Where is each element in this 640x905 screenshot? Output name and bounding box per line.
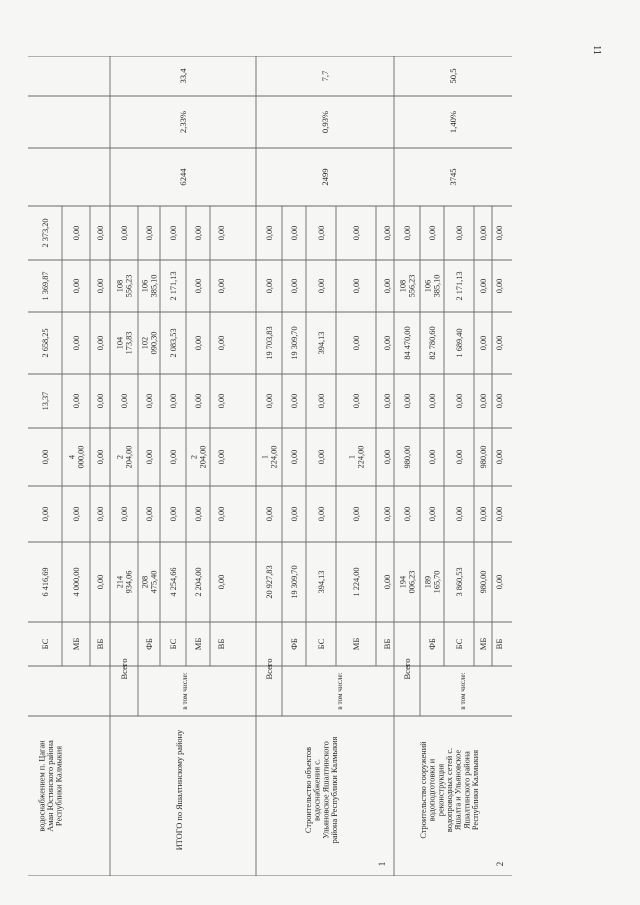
value-cell: 3 860,53: [454, 567, 464, 597]
value-cell: 0,00: [95, 449, 105, 465]
value-cell: 0,00: [144, 449, 154, 465]
value-cell: 0,00: [71, 225, 81, 241]
value-cell: 0,00: [402, 506, 412, 522]
total-label: Всего: [264, 658, 274, 680]
value-cell: 0,00: [264, 393, 274, 409]
extra-value: 2499: [320, 168, 330, 186]
value-cell: 6 416,69: [40, 567, 50, 597]
value-cell: 0,00: [289, 278, 299, 294]
value-cell: 108556,23: [398, 274, 416, 298]
value-cell: 0,00: [427, 393, 437, 409]
value-cell: 0,00: [71, 506, 81, 522]
value-cell: 0,00: [454, 225, 464, 241]
value-cell: 0,00: [144, 506, 154, 522]
value-cell: 0,00: [478, 225, 488, 241]
extra-value: 7,7: [320, 70, 330, 82]
value-cell: 0,00: [119, 225, 129, 241]
value-cell: 106385,10: [423, 274, 441, 298]
value-cell: 84 470,00: [402, 326, 412, 360]
value-cell: 0,00: [351, 335, 361, 351]
block-number: 2: [495, 861, 505, 867]
value-cell: 0,00: [216, 393, 226, 409]
value-cell: 0,00: [216, 449, 226, 465]
fund-label-МБ: МБ: [71, 637, 81, 651]
value-cell: 208475,40: [140, 570, 158, 594]
fund-label-МБ: МБ: [478, 637, 488, 651]
value-cell: 0,00: [95, 506, 105, 522]
value-cell: 980,00: [478, 445, 488, 469]
fund-label-БС: БС: [168, 638, 178, 650]
sub-label: в том числе:: [336, 672, 344, 710]
value-cell: 0,00: [95, 574, 105, 590]
value-cell: 1 224,00: [351, 567, 361, 597]
table-wrapper: [28, 56, 512, 876]
value-cell: 0,00: [71, 278, 81, 294]
value-cell: 980,00: [402, 445, 412, 469]
value-cell: 106385,10: [140, 274, 158, 298]
value-cell: 0,00: [40, 449, 50, 465]
value-cell: 0,00: [427, 225, 437, 241]
value-cell: 0,00: [119, 506, 129, 522]
value-cell: 0,00: [478, 393, 488, 409]
extra-value: 0,93%: [320, 110, 330, 134]
value-cell: 0,00: [316, 393, 326, 409]
fund-label-ВБ: ВБ: [95, 638, 105, 650]
value-cell: 0,00: [351, 393, 361, 409]
value-cell: 0,00: [351, 225, 361, 241]
value-cell: 0,00: [454, 506, 464, 522]
value-cell: 108556,23: [115, 274, 133, 298]
page-number: 11: [591, 45, 602, 55]
value-cell: 0,00: [264, 506, 274, 522]
fund-label-МБ: МБ: [351, 637, 361, 651]
extra-value: 3745: [448, 168, 458, 186]
value-cell: 19 703,83: [264, 326, 274, 360]
extra-value: 6244: [178, 168, 188, 186]
top-block-name: водоснабжением п. ЦаганАман Юстинского районаРеспублики Калмыкия: [36, 740, 64, 832]
value-cell: 0,00: [382, 574, 392, 590]
value-cell: 394,13: [316, 570, 326, 594]
table-cells: [37, 68, 505, 866]
value-cell: 0,00: [289, 449, 299, 465]
value-cell: 0,00: [494, 393, 504, 409]
value-cell: 0,00: [168, 506, 178, 522]
value-cell: 0,00: [193, 278, 203, 294]
value-cell: 2 083,53: [168, 328, 178, 358]
value-cell: 0,00: [144, 225, 154, 241]
block-name: Строительство сооруженийводоподготовки иреконструкцияводопроводных сетей с.Яшалта и УльяновскоеЯшалтинского районаРеспублики Калмыкия: [418, 741, 480, 839]
value-cell: 0,00: [427, 506, 437, 522]
fund-label-ВБ: ВБ: [494, 638, 504, 650]
sub-label: в том числе:: [459, 672, 467, 710]
value-cell: 0,00: [316, 278, 326, 294]
value-cell: 0,00: [382, 335, 392, 351]
value-cell: 0,00: [478, 278, 488, 294]
fund-label-ВБ: ВБ: [216, 638, 226, 650]
block-name: Строительство объектовводоснабжения с.Ульяновское Яшалтинскогорайона Республики Калмыкия: [303, 736, 339, 844]
value-cell: 2204,00: [189, 445, 207, 469]
value-cell: 189165,70: [423, 570, 441, 594]
value-cell: 0,00: [402, 393, 412, 409]
value-cell: 0,00: [427, 449, 437, 465]
value-cell: 0,00: [168, 449, 178, 465]
value-cell: 0,00: [316, 225, 326, 241]
value-cell: 0,00: [216, 335, 226, 351]
value-cell: 0,00: [382, 278, 392, 294]
value-cell: 0,00: [494, 449, 504, 465]
value-cell: 2 658,25: [40, 328, 50, 358]
value-cell: 13,37: [40, 391, 50, 411]
value-cell: 19 309,70: [289, 326, 299, 360]
value-cell: 0,00: [494, 574, 504, 590]
value-cell: 0,00: [216, 506, 226, 522]
value-cell: 0,00: [316, 449, 326, 465]
fund-label-ВБ: ВБ: [382, 638, 392, 650]
fund-label-ФБ: ФБ: [144, 638, 154, 650]
block-number: 1: [377, 861, 387, 867]
value-cell: 2 171,13: [168, 271, 178, 301]
value-cell: 0,00: [216, 574, 226, 590]
value-cell: 0,00: [40, 506, 50, 522]
value-cell: 0,00: [382, 225, 392, 241]
value-cell: 0,00: [193, 335, 203, 351]
extra-value: 2,33%: [178, 110, 188, 134]
value-cell: 0,00: [382, 449, 392, 465]
value-cell: 194006,23: [398, 570, 416, 594]
fund-label-ФБ: ФБ: [289, 638, 299, 650]
total-label: Всего: [119, 658, 129, 680]
value-cell: 0,00: [289, 506, 299, 522]
value-cell: 0,00: [494, 335, 504, 351]
extra-value: 1,40%: [448, 110, 458, 134]
value-cell: 394,13: [316, 331, 326, 355]
value-cell: 0,00: [71, 335, 81, 351]
value-cell: 0,00: [316, 506, 326, 522]
value-cell: 0,00: [289, 393, 299, 409]
value-cell: 0,00: [264, 278, 274, 294]
value-cell: 0,00: [119, 393, 129, 409]
value-cell: 1224,00: [260, 445, 278, 469]
value-cell: 0,00: [216, 225, 226, 241]
value-cell: 0,00: [494, 506, 504, 522]
value-cell: 0,00: [382, 506, 392, 522]
value-cell: 214934,06: [115, 570, 133, 594]
value-cell: 0,00: [95, 393, 105, 409]
budget-table: [28, 56, 512, 876]
value-cell: 2 171,13: [454, 271, 464, 301]
value-cell: 19 309,70: [289, 565, 299, 599]
value-cell: 0,00: [216, 278, 226, 294]
value-cell: 0,00: [144, 393, 154, 409]
value-cell: 0,00: [193, 393, 203, 409]
value-cell: 4000,00: [67, 445, 85, 469]
value-cell: 0,00: [95, 225, 105, 241]
value-cell: 0,00: [71, 393, 81, 409]
fund-label-ФБ: ФБ: [427, 638, 437, 650]
value-cell: 0,00: [494, 278, 504, 294]
value-cell: 2204,00: [115, 445, 133, 469]
value-cell: 0,00: [193, 225, 203, 241]
value-cell: 1 369,87: [40, 271, 50, 301]
value-cell: 0,00: [193, 506, 203, 522]
value-cell: 20 927,83: [264, 565, 274, 599]
value-cell: 0,00: [264, 225, 274, 241]
value-cell: 104173,83: [115, 331, 133, 355]
value-cell: 4 254,66: [168, 567, 178, 597]
value-cell: 2 204,00: [193, 567, 203, 597]
value-cell: 0,00: [382, 393, 392, 409]
value-cell: 0,00: [168, 393, 178, 409]
extra-value: 33,4: [178, 68, 188, 84]
value-cell: 2 373,20: [40, 218, 50, 248]
value-cell: 0,00: [454, 393, 464, 409]
extra-value: 50,5: [448, 68, 458, 84]
value-cell: 4 000,00: [71, 567, 81, 597]
value-cell: 102090,30: [140, 331, 158, 355]
value-cell: 0,00: [95, 335, 105, 351]
value-cell: 0,00: [351, 506, 361, 522]
fund-label-БС: БС: [454, 638, 464, 650]
value-cell: 0,00: [289, 225, 299, 241]
value-cell: 0,00: [478, 506, 488, 522]
value-cell: 0,00: [351, 278, 361, 294]
fund-label-МБ: МБ: [193, 637, 203, 651]
value-cell: 0,00: [95, 278, 105, 294]
value-cell: 0,00: [454, 449, 464, 465]
value-cell: 1 689,40: [454, 328, 464, 358]
value-cell: 0,00: [494, 225, 504, 241]
sub-label: в том числе:: [181, 672, 189, 710]
fund-label-БС: БС: [316, 638, 326, 650]
value-cell: 1224,00: [347, 445, 365, 469]
value-cell: 82 780,60: [427, 326, 437, 360]
value-cell: 0,00: [402, 225, 412, 241]
value-cell: 0,00: [478, 335, 488, 351]
value-cell: 980,00: [478, 570, 488, 594]
total-label: Всего: [402, 658, 412, 680]
fund-label-БС: БС: [40, 638, 50, 650]
value-cell: 0,00: [168, 225, 178, 241]
block-name: ИТОГО по Яшалтинскому району: [174, 729, 184, 851]
